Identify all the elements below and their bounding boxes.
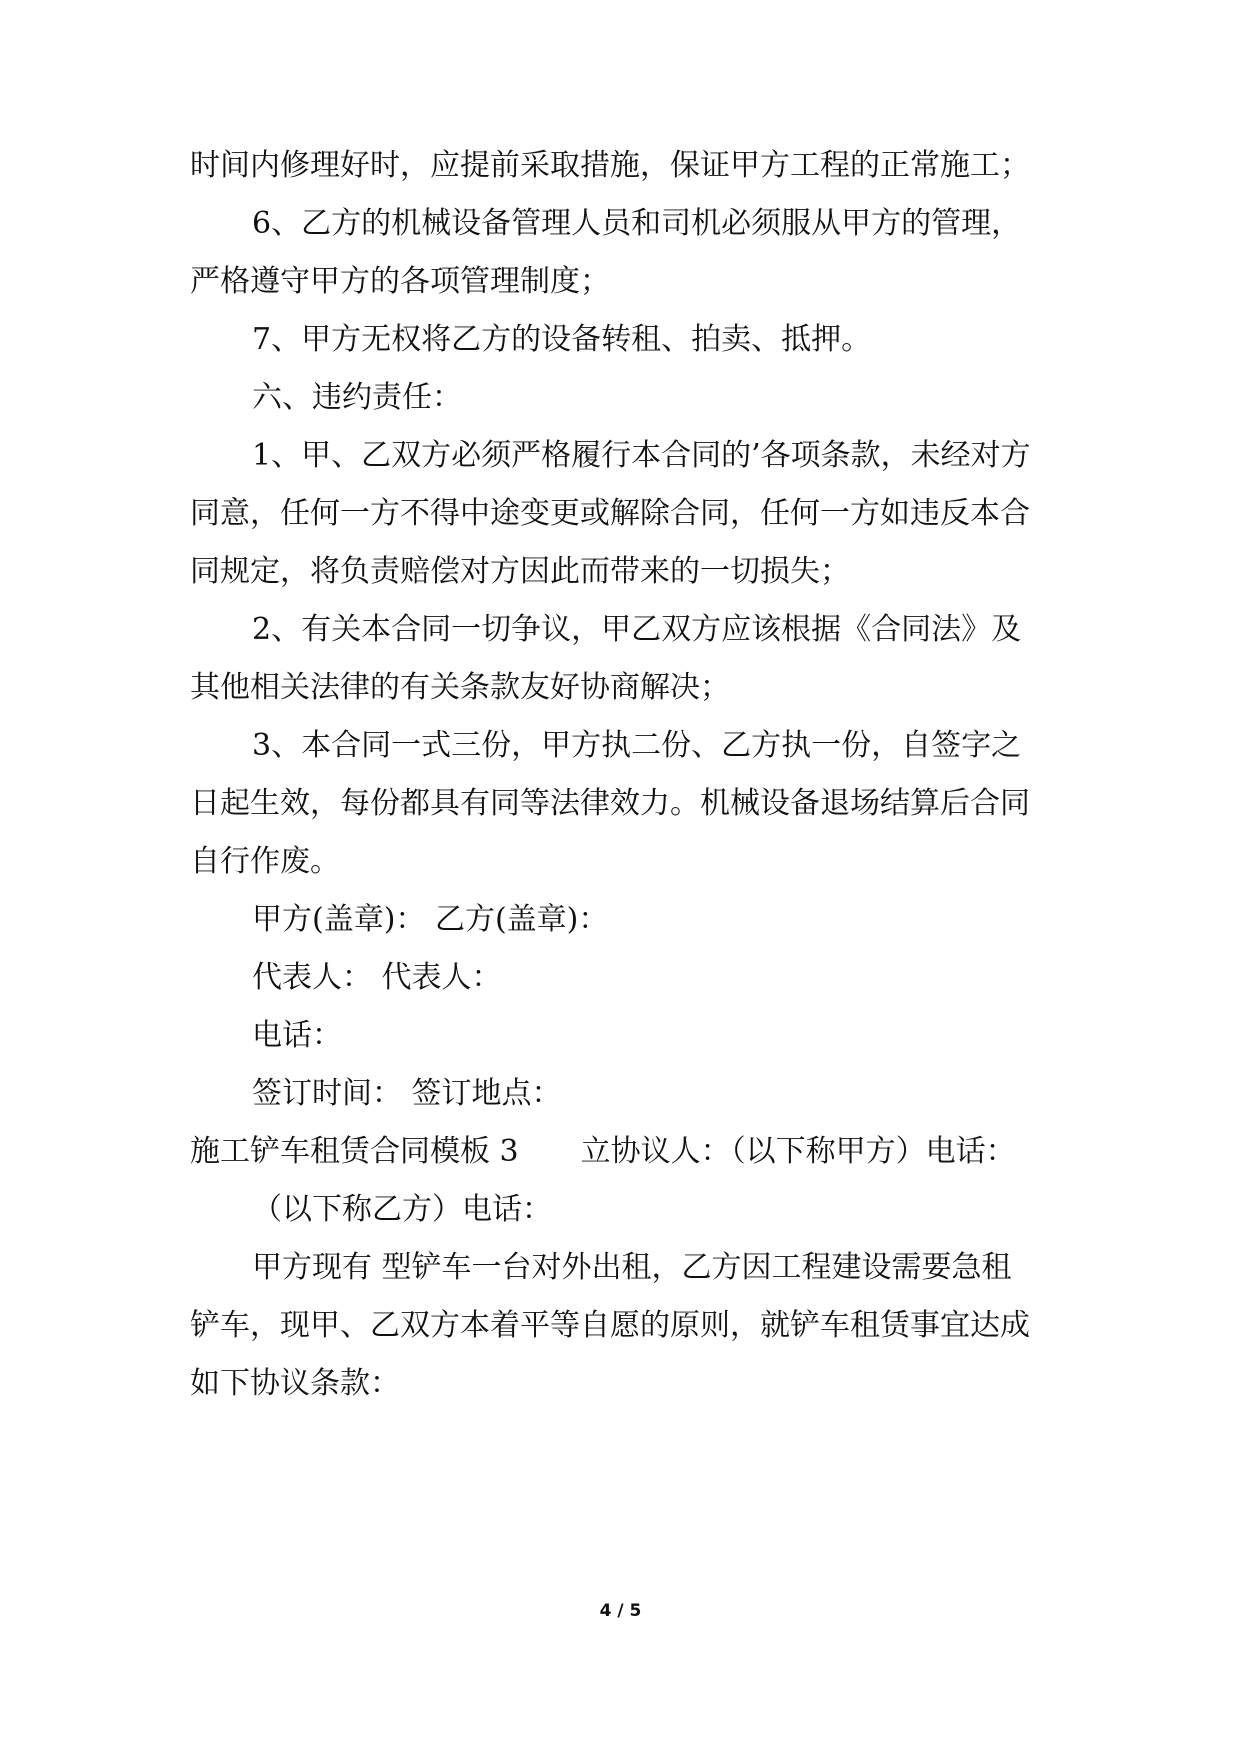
representative-line: 代表人： 代表人：: [252, 960, 502, 995]
body-line: 严格遵守甲方的各项管理制度；: [190, 264, 610, 299]
section-heading: 六、违约责任：: [252, 380, 462, 415]
signing-info-line: 签订时间： 签订地点：: [252, 1076, 562, 1111]
body-line: 同规定，将负责赔偿对方因此而带来的一切损失；: [190, 554, 850, 589]
party-a-line: 立协议人：（以下称甲方）电话：: [580, 1134, 1016, 1169]
body-line: 7、甲方无权将乙方的设备转租、拍卖、抵押。: [252, 322, 872, 357]
party-b-line: （以下称乙方）电话：: [252, 1192, 552, 1227]
body-line: 6、乙方的机械设备管理人员和司机必须服从甲方的管理，: [252, 206, 1022, 241]
body-line: 铲车，现甲、乙双方本着平等自愿的原则，就铲车租赁事宜达成: [190, 1308, 1030, 1343]
template-title-line: [190, 1132, 1016, 1172]
body-line: 如下协议条款：: [190, 1366, 400, 1401]
signature-line: 甲方(盖章)： 乙方(盖章)：: [252, 902, 609, 937]
template-title: 施工铲车租赁合同模板 3: [190, 1134, 519, 1169]
page-number: 4 / 5: [599, 1601, 642, 1621]
body-line: 2、有关本合同一切争议，甲乙双方应该根据《合同法》及: [252, 612, 1022, 647]
body-line: 甲方现有 型铲车一台对外出租，乙方因工程建设需要急租: [252, 1250, 1012, 1285]
body-line: 日起生效，每份都具有同等法律效力。机械设备退场结算后合同: [190, 786, 1030, 821]
body-line: 3、本合同一式三份，甲方执二份、乙方执一份，自签字之: [252, 728, 1022, 763]
body-line: 1、甲、乙双方必须严格履行本合同的’各项条款，未经对方: [252, 438, 1031, 473]
body-line: 同意，任何一方不得中途变更或解除合同，任何一方如违反本合: [190, 496, 1030, 531]
body-line: 其他相关法律的有关条款友好协商解决；: [190, 670, 730, 705]
phone-line: 电话：: [252, 1018, 342, 1053]
body-line: 自行作废。: [190, 844, 340, 879]
body-line: 时间内修理好时，应提前采取措施，保证甲方工程的正常施工；: [190, 148, 1030, 183]
